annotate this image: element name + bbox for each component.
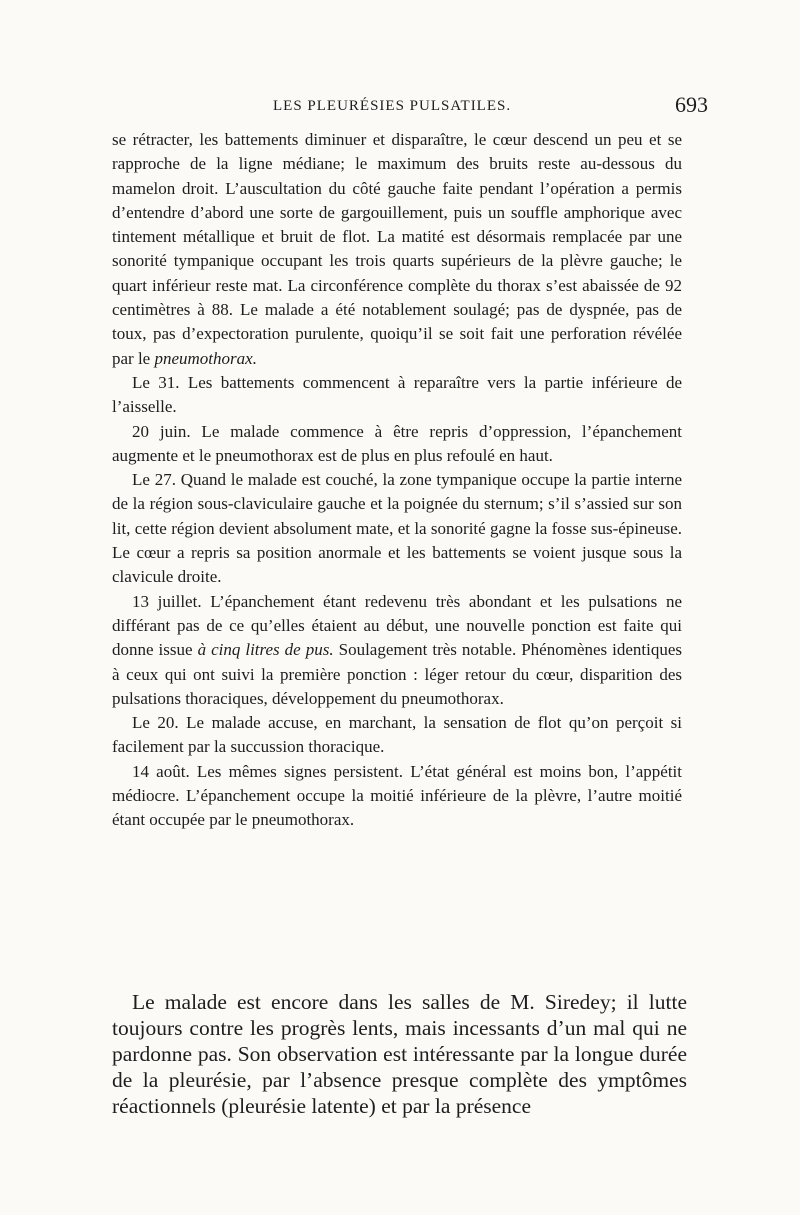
italic-phrase: à cinq litres de pus.: [197, 640, 334, 660]
summary-text: [112, 989, 687, 1119]
paragraph-27: Le 27. Quand le malade est couché, la zone tympanique occupe la partie interne de la région sous-claviculaire gauche et la poignée du sternum; s’il s’assied sur son lit, cette région devient absolument mate, et la sonorité gagne la fosse sus-épineuse. Le cœur a repris sa position anormale et les battements se voient jusque sous la clavicule droite.: [112, 470, 682, 587]
italic-term: pneumothorax.: [154, 348, 257, 368]
paragraph-20: Le 20. Le malade accuse, en marchant, la sensation de flot qu’on perçoit si facilement par la succussion thoracique.: [112, 713, 682, 757]
summary-paragraph: Le malade est encore dans les salles de M. Siredey; il lutte toujours contre les progrès lents, mais incessants d’un mal qui ne pardonne pas. Son observation est intéressante par la longue durée de la pleurésie, par l’absence presque complète des ymptômes réactionnels (pleurésie latente) et par la présence: [112, 990, 687, 1118]
paragraph-text: Soulagement très notable. Phénomènes identiques à ceux qui ont suivi la première ponction : léger retour du cœur, disparition des pulsations thoraciques, développement du pneumothorax.: [112, 640, 683, 708]
paragraph-14-aout: 14 août. Les mêmes signes persistent. L’état général est moins bon, l’appétit médiocre. L’épanchement occupe la moitié inférieure de la plèvre, l’autre moitié étant occupée par le pneumothorax.: [112, 761, 682, 830]
paragraph-continuation: [112, 128, 682, 371]
page-header: [108, 92, 708, 122]
paragraph-13-juillet: [112, 590, 682, 711]
paragraph-text: se rétracter, les battements diminuer et disparaître, le cœur descend un peu et se rapproche de la ligne médiane; le maximum des bruits reste au-dessous du mamelon droit. L’auscultation du côté gauche faite pendant l’opération a permis d’entendre d’abord une sorte de gargouillement, puis un souffle amphorique avec tintement métallique et bruit de flot. La matité est désormais remplacée par une sonorité tympanique occupant les trois quarts supérieurs de la plèvre gauche; le quart inférieur reste mat. La circonférence complète du thorax s’est abaissée de 92 centimètres à 88. Le malade a été notablement soulagé; pas de dyspnée, pas de toux, pas d’expectoration purulente, quoiqu’il se soit fait une perforation révélée par le: [112, 130, 682, 368]
running-title: LES PLEURÉSIES PULSATILES.: [273, 98, 512, 114]
paragraph-text: 13 juillet. L’épanchement étant redevenu très abondant et les pulsations ne différant pas de ce qu’elles étaient au début, une nouvelle ponction est faite qui donne issue: [112, 591, 682, 660]
paragraph-31: Le 31. Les battements commencent à reparaître vers la partie inférieure de l’aisselle.: [112, 372, 682, 417]
paragraph-20-juin: 20 juin. Le malade commence à être repris d’oppression, l’épanchement augmente et le pneumothorax est de plus en plus refoulé en haut.: [112, 421, 682, 465]
observation-text: [112, 128, 682, 833]
page-number: 693: [675, 92, 708, 117]
